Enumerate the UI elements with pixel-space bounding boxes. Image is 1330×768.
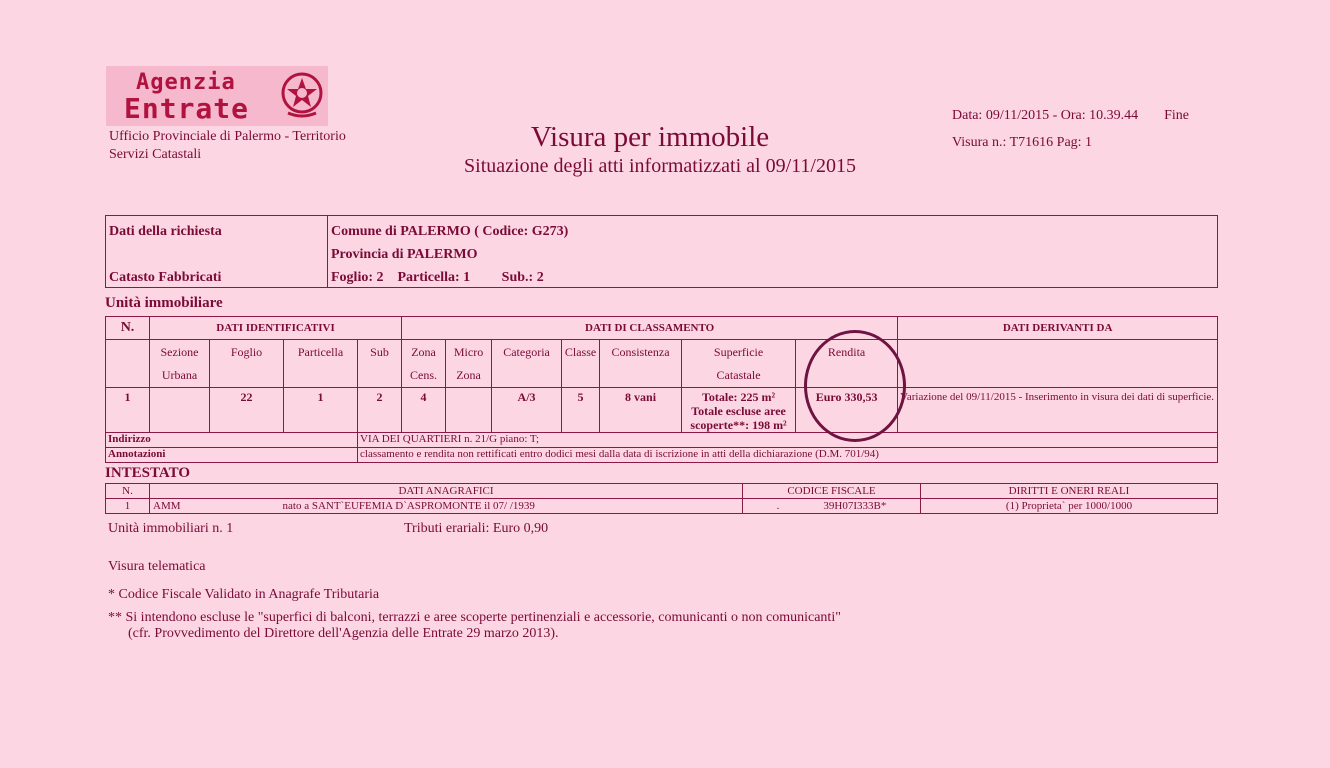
office-line2: Servizi Catastali xyxy=(109,147,202,162)
cell-n: 1 xyxy=(106,388,150,433)
cell-rendita: Euro 330,53 xyxy=(796,388,898,433)
logo-text-line1: Agenzia xyxy=(136,70,236,95)
indirizzo-label: Indirizzo xyxy=(106,433,358,448)
cell-superficie: Totale: 225 m² Totale escluse aree scoperte**: 198 m² xyxy=(682,388,796,433)
visura-number: Visura n.: T71616 Pag: 1 xyxy=(952,135,1093,150)
col-rendita: Rendita xyxy=(796,340,898,388)
tributi-erariali: Tributi erariali: Euro 0,90 xyxy=(404,521,549,536)
cell-categoria: A/3 xyxy=(492,388,562,433)
provincia-value: Provincia di PALERMO xyxy=(331,247,478,262)
col-n xyxy=(106,340,150,388)
cell-sub: 2 xyxy=(358,388,402,433)
cell-classe: 5 xyxy=(562,388,600,433)
int-col-n: N. xyxy=(106,484,150,499)
catasto-label: Catasto Fabbricati xyxy=(109,270,222,285)
request-divider xyxy=(327,216,328,287)
italian-republic-emblem-icon xyxy=(280,69,324,121)
int-cell-name: AMM xyxy=(153,499,181,512)
cell-consistenza: 8 vani xyxy=(600,388,682,433)
fine-label: Fine xyxy=(1164,108,1190,123)
office-info xyxy=(109,128,346,164)
rendita-highlight-circle xyxy=(804,330,906,442)
comune-value: Comune di PALERMO ( Codice: G273) xyxy=(331,224,569,239)
page-title: Visura per immobile xyxy=(530,121,770,153)
col-micro: Micro Zona xyxy=(446,340,492,388)
office-line1: Ufficio Provinciale di Palermo - Territorio xyxy=(109,129,346,144)
classamento-table xyxy=(105,316,1218,463)
col-particella: Particella xyxy=(284,340,358,388)
cell-micro xyxy=(446,388,492,433)
col-derivanti xyxy=(898,340,1218,388)
col-sub: Sub xyxy=(358,340,402,388)
col-consistenza: Consistenza xyxy=(600,340,682,388)
col-zona: Zona Cens. xyxy=(402,340,446,388)
col-classe: Classe xyxy=(562,340,600,388)
note-codice-fiscale: * Codice Fiscale Validato in Anagrafe Tributaria xyxy=(108,587,380,602)
dati-derivanti-header: DATI DERIVANTI DA xyxy=(898,317,1218,340)
intestato-title: INTESTATO xyxy=(105,465,191,481)
col-foglio: Foglio xyxy=(210,340,284,388)
int-cell-nascita: nato a SANT`EUFEMIA D`ASPROMONTE il 07/ /1939 xyxy=(282,499,535,512)
int-cell-diritti: (1) Proprieta` per 1000/1000 xyxy=(921,499,1218,514)
col-n-header: N. xyxy=(106,317,150,340)
cell-sezione xyxy=(150,388,210,433)
annotazioni-label: Annotazioni xyxy=(106,448,358,463)
int-col-diritti: DIRITTI E ONERI REALI xyxy=(921,484,1218,499)
agenzia-entrate-logo xyxy=(106,66,328,126)
table-row xyxy=(106,388,1218,433)
int-col-anagrafici: DATI ANAGRAFICI xyxy=(150,484,743,499)
visura-telematica: Visura telematica xyxy=(108,559,206,574)
col-superficie: Superficie Catastale xyxy=(682,340,796,388)
col-sezione: Sezione Urbana xyxy=(150,340,210,388)
int-cell-n: 1 xyxy=(106,499,150,514)
request-box xyxy=(105,215,1218,288)
dati-classamento-header: DATI DI CLASSAMENTO xyxy=(402,317,898,340)
indirizzo-value: VIA DEI QUARTIERI n. 21/G piano: T; xyxy=(358,433,1218,448)
cell-foglio: 22 xyxy=(210,388,284,433)
dati-identificativi-header: DATI IDENTIFICATIVI xyxy=(150,317,402,340)
date-time xyxy=(952,108,1189,124)
foglio-value: Foglio: 2 Particella: 1 Sub.: 2 xyxy=(331,270,544,285)
page-subtitle: Situazione degli atti informatizzati al 09/11/2015 xyxy=(464,155,856,177)
intestato-table xyxy=(105,483,1218,514)
note-provvedimento: (cfr. Provvedimento del Direttore dell'Agenzia delle Entrate 29 marzo 2013). xyxy=(128,626,559,641)
int-col-cf: CODICE FISCALE xyxy=(743,484,921,499)
int-cell-anagrafici xyxy=(150,499,743,514)
table-row xyxy=(106,499,1218,514)
unita-count: Unità immobiliari n. 1 xyxy=(108,521,234,536)
date-line: Data: 09/11/2015 - Ora: 10.39.44 xyxy=(952,108,1139,123)
int-cell-cf: . 39H07I333B* xyxy=(743,499,921,514)
unita-immobiliare-title: Unità immobiliare xyxy=(105,295,223,311)
request-label: Dati della richiesta xyxy=(109,224,222,239)
cell-zona: 4 xyxy=(402,388,446,433)
col-categoria: Categoria xyxy=(492,340,562,388)
note-superfici: ** Si intendono escluse le "superfici di balconi, terrazzi e aree scoperte pertinenziali e accessorie, comunicanti o non comunicanti" xyxy=(108,610,841,625)
cell-derivanti: Variazione del 09/11/2015 - Inserimento in visura dei dati di superficie. xyxy=(898,388,1218,433)
annotazioni-value: classamento e rendita non rettificati entro dodici mesi dalla data di iscrizione in atti della dichiarazione (D.M. 701/94) xyxy=(358,448,1218,463)
cell-particella: 1 xyxy=(284,388,358,433)
logo-text-line2: Entrate xyxy=(124,92,250,125)
